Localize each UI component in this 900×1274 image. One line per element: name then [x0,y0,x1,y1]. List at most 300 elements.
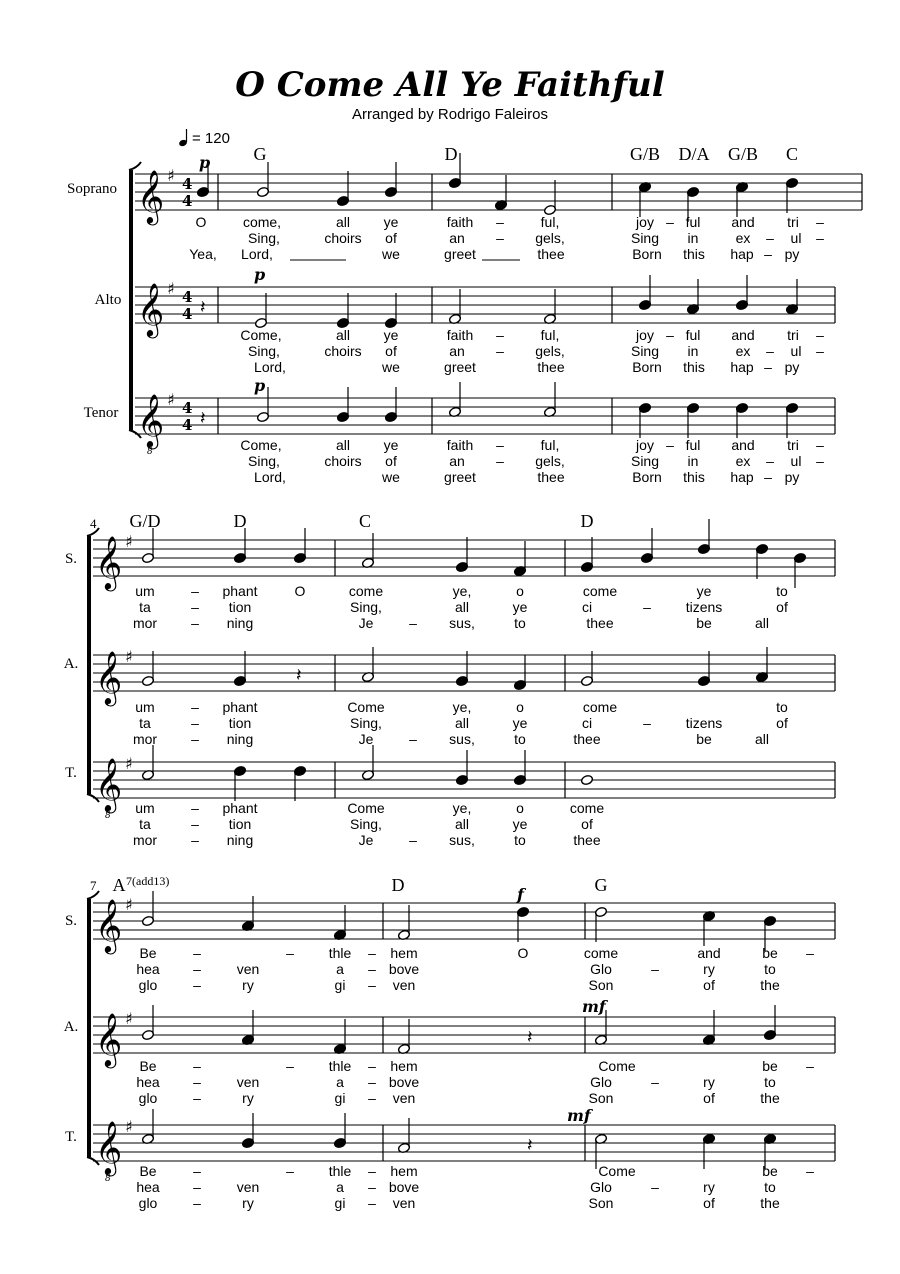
lyric-syllable: faith [446,327,474,343]
lyric-syllable: glo [138,1195,158,1211]
lyric-syllable: Come, [240,327,282,343]
lyric-syllable: hea [136,1074,160,1090]
lyric-syllable: mor [132,731,158,747]
lyric-syllable: tri [787,327,799,343]
staff-soprano [93,895,835,954]
lyric-syllable: all [454,715,470,731]
quarter-rest-icon: 𝄽 [527,1135,533,1156]
voice-name-tenor: Tenor [83,405,119,421]
lyric-syllable: Son [588,1090,614,1106]
lyric-syllable: thee [573,731,601,747]
lyric-syllable: Sing, [248,453,280,469]
lyric-syllable: – [191,615,199,631]
lyric-syllable: Glo [590,1074,612,1090]
lyric-syllable: thle [328,1058,352,1074]
system-1 [67,144,862,485]
treble-clef-icon: 𝄞 [137,393,165,447]
lyric-syllable: Be [139,1163,157,1179]
chord-symbol: G/B [629,144,661,164]
lyric-syllable: joy [636,437,654,453]
lyric-syllable: come [583,945,619,961]
lyric-syllable: to [514,731,526,747]
sharp-icon: ♯ [167,279,175,298]
lyric-syllable: ry [242,1090,254,1106]
lyrics-soprano [136,945,814,993]
lyric-syllable: ry [703,961,715,977]
lyric-syllable: bove [388,961,420,977]
lyric-syllable: ye [383,437,399,453]
lyric-syllable: ful [685,214,701,230]
lyric-syllable: tizens [685,715,723,731]
lyric-syllable: py [784,246,800,262]
lyric-syllable: py [784,469,800,485]
lyric-syllable: an [449,453,465,469]
lyric-syllable: – [368,1090,376,1106]
lyric-syllable: – [666,327,674,343]
lyric-syllable: ye [512,715,528,731]
lyrics-tenor [133,800,604,848]
lyric-syllable: hea [136,961,160,977]
lyric-syllable: Come [598,1163,636,1179]
chord-symbols-row [254,144,799,164]
chord-symbol: D/A [678,144,710,164]
lyric-syllable: ven [236,961,260,977]
lyric-syllable: an [449,230,465,246]
chord-symbol: A [112,875,126,895]
time-signature-icon: 4 [182,175,193,193]
staff-tenor [93,1117,835,1184]
sharp-icon: ♯ [125,647,133,666]
lyric-syllable: – [643,599,651,615]
lyric-syllable: – [496,327,504,343]
lyric-syllable: hap [730,469,754,485]
lyric-syllable: sus, [449,615,475,631]
lyric-syllable: – [496,437,504,453]
lyric-syllable: ful [685,437,701,453]
lyric-syllable: ye [512,816,528,832]
lyric-syllable: – [666,437,674,453]
dynamic-piano: p [199,153,211,172]
lyric-syllable: Son [588,1195,614,1211]
lyric-syllable: – [651,1074,659,1090]
lyric-syllable: greet [444,246,476,262]
lyric-syllable: – [643,715,651,731]
time-signature-icon: 4 [182,192,193,210]
lyric-syllable: faith [446,437,474,453]
octave-eight-icon: 8 [105,1174,111,1184]
lyric-syllable: a [336,1074,344,1090]
chord-symbols-row [130,511,594,531]
time-signature-icon: 4 [182,399,193,417]
lyric-syllable: – [368,1195,376,1211]
treble-clef-icon: 𝄞 [95,898,123,952]
lyric-syllable: hem [390,1163,418,1179]
lyric-syllable: Sing, [248,343,280,359]
notes-group [141,519,806,801]
lyric-syllable: thee [537,246,565,262]
chord-symbol: G [253,144,267,164]
lyric-syllable: greet [444,359,476,375]
lyric-syllable: of [703,977,715,993]
lyric-syllable: – [368,1163,376,1179]
lyric-syllable: all [335,214,351,230]
lyric-syllable: Born [632,469,662,485]
lyric-syllable: – [764,359,772,375]
lyric-syllable: we [382,359,400,375]
lyric-syllable: ul [790,453,802,469]
lyric-syllable: Je [358,731,374,747]
lyric-syllable: Lord, [241,246,273,262]
lyric-syllable: ye, [452,583,472,599]
quarter-rest-icon: 𝄽 [527,1027,533,1048]
lyric-syllable: phant [222,800,258,816]
chord-extension: 7(add13) [126,874,170,888]
voice-name-tenor-short: T. [65,765,77,781]
dynamic-forte: f [517,885,524,904]
sharp-icon: ♯ [125,1009,133,1028]
lyric-syllable: the [760,1195,780,1211]
lyric-syllable: phant [222,583,258,599]
lyrics-soprano [189,214,824,262]
lyric-syllable: gi [334,1090,346,1106]
lyric-syllable: thle [328,945,352,961]
lyric-syllable: – [193,1195,201,1211]
lyric-syllable: – [368,945,376,961]
lyric-syllable: thee [537,469,565,485]
sharp-icon: ♯ [125,1117,133,1136]
lyric-syllable: – [193,945,201,961]
lyric-syllable: all [754,615,770,631]
lyric-syllable: ta [139,816,151,832]
lyric-syllable: Born [632,246,662,262]
lyric-syllable: – [816,343,824,359]
lyric-syllable: – [651,1179,659,1195]
lyric-syllable: tion [228,816,252,832]
lyric-syllable: ci [581,715,593,731]
lyric-syllable: ta [139,599,151,615]
lyric-syllable: ry [242,977,254,993]
lyric-syllable: thee [573,832,601,848]
lyric-syllable: Glo [590,961,612,977]
lyric-syllable: be [762,945,778,961]
lyric-syllable: um [135,800,155,816]
lyric-syllable: Be [139,1058,157,1074]
lyric-syllable: a [336,961,344,977]
lyric-syllable: o [516,800,524,816]
measure-number: 7 [90,878,97,893]
lyric-syllable: – [193,977,201,993]
lyric-syllable: to [776,583,788,599]
lyric-syllable: of [385,453,397,469]
lyric-syllable: ning [226,615,254,631]
lyric-syllable: Lord, [254,469,286,485]
lyric-syllable: O [294,583,306,599]
lyric-syllable: and [731,214,755,230]
lyric-syllable: to [764,1074,776,1090]
lyric-syllable: gels, [535,230,565,246]
lyric-syllable: tizens [685,599,723,615]
lyric-syllable: sus, [449,832,475,848]
arranger-credit: Arranged by Rodrigo Faleiros [352,106,548,123]
lyric-syllable: – [806,1058,814,1074]
lyric-syllable: – [286,1058,294,1074]
dynamic-piano: p [254,376,266,395]
lyric-syllable: Glo [590,1179,612,1195]
lyric-syllable: come [582,583,618,599]
lyric-syllable: choirs [324,453,362,469]
lyric-syllable: greet [444,469,476,485]
lyric-syllable: come, [242,214,282,230]
lyric-syllable: – [816,327,824,343]
lyric-syllable: ye [696,583,712,599]
sharp-icon: ♯ [125,754,133,773]
lyrics-tenor [240,437,824,485]
treble-clef-icon: 𝄞 [95,757,123,811]
lyric-syllable: – [191,583,199,599]
lyric-syllable: Come [347,699,385,715]
lyric-syllable: – [191,731,199,747]
lyric-syllable: ci [581,599,593,615]
lyric-syllable: ven [236,1074,260,1090]
lyric-syllable: of [776,599,788,615]
lyric-syllable: Sing, [248,230,280,246]
lyric-syllable: ye [383,214,399,230]
lyric-syllable: ye, [452,699,472,715]
lyric-syllable: gi [334,1195,346,1211]
system-2 [64,511,835,848]
lyric-syllable: tion [228,715,252,731]
lyrics-soprano [133,583,788,631]
lyric-syllable: ye [512,599,528,615]
lyric-syllable: the [760,977,780,993]
lyric-syllable: Come [598,1058,636,1074]
dynamic-mezzo-forte: mf [582,997,606,1016]
chord-symbols-row [113,874,608,895]
score-title: O Come All Ye Faithful [235,65,665,105]
sharp-icon: ♯ [167,166,175,185]
quarter-rest-icon: 𝄽 [296,665,302,686]
lyric-syllable: all [335,437,351,453]
lyric-syllable: ex [735,230,751,246]
lyric-syllable: Come [347,800,385,816]
lyric-syllable: come [569,800,605,816]
lyric-syllable: O [517,945,529,961]
lyric-syllable: ning [226,832,254,848]
lyric-syllable: to [514,615,526,631]
voice-name-tenor-short: T. [65,1129,77,1145]
lyric-syllable: in [687,230,699,246]
lyric-syllable: – [764,246,772,262]
lyric-syllable: – [496,343,504,359]
lyric-syllable: thle [328,1163,352,1179]
chord-symbol: G [594,875,608,895]
lyric-syllable: to [764,961,776,977]
lyric-syllable: to [514,832,526,848]
time-signature-icon: 4 [182,288,193,306]
treble-clef-icon: 𝄞 [95,650,123,704]
lyric-syllable: ul [790,343,802,359]
lyric-syllable: – [193,961,201,977]
lyric-syllable: – [816,437,824,453]
lyric-syllable: hap [730,246,754,262]
staff-alto [93,1009,835,1068]
lyric-syllable: – [806,1163,814,1179]
voice-name-soprano: Soprano [67,181,117,197]
lyric-syllable: – [286,1163,294,1179]
lyric-syllable: ry [242,1195,254,1211]
lyric-syllable: and [731,327,755,343]
lyric-syllable: joy [636,214,654,230]
lyric-syllable: ful, [540,214,560,230]
lyric-syllable: ta [139,715,151,731]
lyric-syllable: all [335,327,351,343]
time-signature-icon: 4 [182,305,193,323]
lyric-syllable: sus, [449,731,475,747]
chord-symbol: C [785,144,799,164]
lyric-syllable: we [382,469,400,485]
lyric-syllable: – [368,961,376,977]
lyric-syllable: in [687,453,699,469]
lyrics-tenor [136,1163,814,1211]
lyric-syllable: – [368,1058,376,1074]
lyric-syllable: ful, [540,437,560,453]
voice-name-soprano-short: S. [64,551,78,567]
lyric-syllable: ex [735,343,751,359]
lyric-syllable: Je [358,615,374,631]
lyric-syllable: – [766,230,774,246]
octave-eight-icon: 8 [147,447,153,457]
lyric-syllable: – [191,699,199,715]
lyric-syllable: to [764,1179,776,1195]
lyric-syllable: – [368,1179,376,1195]
quarter-rest-icon: 𝄽 [200,408,206,429]
lyric-syllable: – [368,977,376,993]
lyric-syllable: ven [392,1195,416,1211]
lyric-syllable: the [760,1090,780,1106]
lyric-syllable: hea [136,1179,160,1195]
lyric-syllable: – [409,615,417,631]
lyric-syllable: – [764,469,772,485]
treble-clef-icon: 𝄞 [95,535,123,589]
lyric-syllable: an [449,343,465,359]
time-signature-icon: 4 [182,416,193,434]
lyric-syllable: – [651,961,659,977]
lyric-syllable: – [409,832,417,848]
lyric-syllable: ning [226,731,254,747]
lyric-syllable: come [348,583,384,599]
lyric-syllable: gi [334,977,346,993]
lyric-syllable: mor [132,832,158,848]
lyric-syllable: ven [392,1090,416,1106]
lyric-syllable: come [582,699,618,715]
lyric-syllable: Je [358,832,374,848]
voice-name-alto-short: A. [63,656,79,672]
lyric-syllable: gels, [535,453,565,469]
lyrics-alto [240,327,824,375]
lyric-syllable: choirs [324,230,362,246]
lyric-syllable: – [193,1058,201,1074]
lyric-syllable: we [382,246,400,262]
lyric-syllable: – [286,945,294,961]
lyric-syllable: phant [222,699,258,715]
lyric-syllable: – [191,800,199,816]
lyric-syllable: – [766,343,774,359]
voice-name-soprano-short: S. [64,913,78,929]
lyric-syllable: Son [588,977,614,993]
lyric-syllable: hem [390,1058,418,1074]
lyric-syllable: – [766,453,774,469]
quarter-rest-icon: 𝄽 [200,297,206,318]
lyric-syllable: – [816,214,824,230]
lyric-syllable: to [776,699,788,715]
lyric-syllable: – [191,832,199,848]
chord-symbol: G/B [727,144,759,164]
lyric-syllable: thee [537,359,565,375]
lyric-syllable: glo [138,977,158,993]
lyric-syllable: Yea, [189,246,217,262]
lyric-syllable: Born [632,359,662,375]
lyric-syllable: O [195,214,207,230]
lyric-syllable: mor [132,615,158,631]
lyric-syllable: of [703,1090,715,1106]
lyric-syllable: of [581,816,593,832]
octave-eight-icon: 8 [105,811,111,821]
lyric-syllable: o [516,699,524,715]
lyric-syllable: Sing [630,343,660,359]
lyric-syllable: ex [735,453,751,469]
lyric-syllable: this [683,246,705,262]
lyric-syllable: Be [139,945,157,961]
lyrics-alto [133,699,788,747]
treble-clef-icon: 𝄞 [95,1012,123,1066]
voice-name-alto: Alto [94,292,122,308]
lyric-syllable: of [703,1195,715,1211]
lyric-syllable: all [454,599,470,615]
lyric-syllable: be [762,1058,778,1074]
lyric-syllable: of [385,230,397,246]
note-head [580,774,593,785]
lyric-syllable: – [806,945,814,961]
lyric-syllable: um [135,699,155,715]
lyric-syllable: ye, [452,800,472,816]
lyric-syllable: ye [383,327,399,343]
lyric-syllable: – [191,599,199,615]
treble-clef-icon: 𝄞 [95,1120,123,1174]
lyric-syllable: and [731,437,755,453]
lyric-syllable: – [666,214,674,230]
lyric-syllable: um [135,583,155,599]
lyric-syllable: ven [392,977,416,993]
lyric-syllable: – [496,214,504,230]
lyric-syllable: – [193,1179,201,1195]
lyric-syllable: be [696,731,712,747]
lyric-syllable: – [193,1163,201,1179]
sharp-icon: ♯ [125,895,133,914]
tempo-marking [178,129,230,147]
lyric-syllable: tri [787,214,799,230]
lyric-syllable: – [191,715,199,731]
lyric-syllable: – [816,230,824,246]
lyric-syllable: bove [388,1074,420,1090]
lyric-syllable: ven [236,1179,260,1195]
lyric-syllable: and [697,945,721,961]
lyric-syllable: – [409,731,417,747]
lyric-syllable: thee [586,615,614,631]
tempo-value: = 120 [192,130,230,147]
lyric-syllable: ry [703,1179,715,1195]
lyric-syllable: of [385,343,397,359]
lyric-syllable: a [336,1179,344,1195]
